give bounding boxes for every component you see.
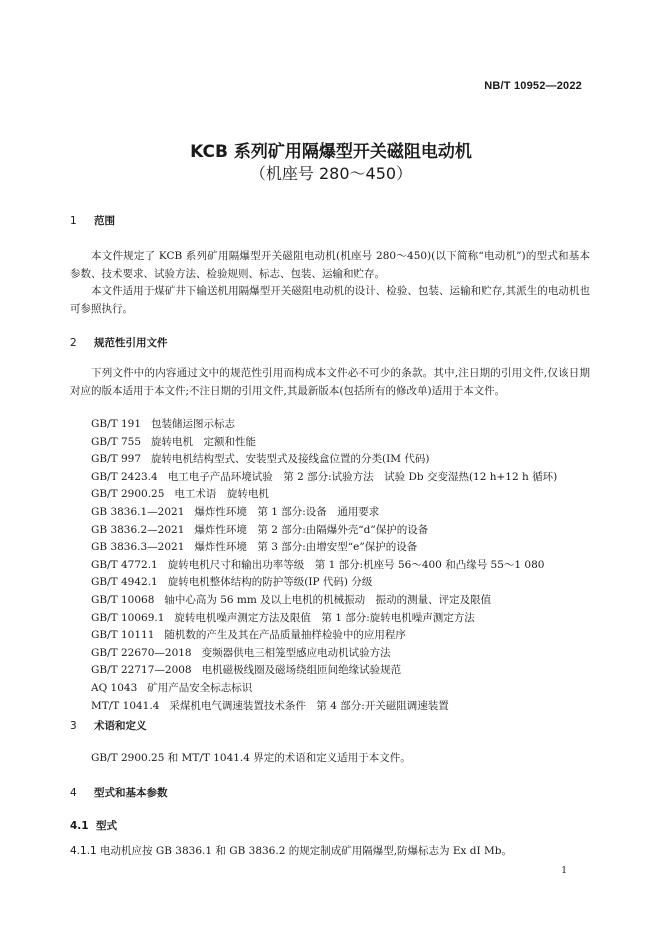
reference-code: GB/T 22670—2018	[91, 646, 192, 659]
reference-item	[91, 504, 557, 522]
section-number: 1	[70, 215, 77, 227]
reference-code: GB 3836.3—2021	[91, 541, 185, 554]
clause-text: 电动机应按 GB 3836.1 和 GB 3836.2 的规定制成矿用隔爆型,防爆标志为 Ex dI Mb。	[100, 845, 512, 857]
reference-title: 电工电子产品环境试验 第 2 部分:试验方法 试验 Db 交变湿热(12 h+12 h 循环)	[167, 470, 558, 483]
reference-title: 采煤机电气调速装置技术条件 第 4 部分:开关磁阻调速装置	[169, 699, 449, 712]
section-number: 4	[70, 787, 77, 799]
section-1-heading	[70, 213, 115, 228]
reference-code: GB/T 997	[91, 453, 142, 466]
paragraph: GB/T 2900.25 和 MT/T 1041.4 界定的术语和定义适用于本文件。	[91, 752, 411, 764]
reference-code: GB/T 10069.1	[91, 611, 165, 624]
reference-item	[91, 645, 557, 663]
page-number: 1	[561, 866, 567, 876]
reference-item	[91, 698, 557, 716]
section-title: 型式和基本参数	[94, 787, 168, 799]
reference-item	[91, 627, 557, 645]
reference-title: 旋转电机尺寸和输出功率等级 第 1 部分:机座号 56～400 和凸缘号 55～1 080	[167, 558, 545, 571]
standard-code: NB/T 10952—2022	[484, 80, 582, 92]
section-number: 3	[70, 720, 77, 732]
reference-item	[91, 434, 557, 452]
reference-item	[91, 416, 557, 434]
subsection-title: 型式	[96, 820, 117, 832]
reference-code: GB/T 755	[91, 435, 142, 448]
reference-item	[91, 557, 557, 575]
reference-item	[91, 486, 557, 504]
section-1-body	[70, 248, 590, 318]
paragraph: 下列文件中的内容通过文中的规范性引用而构成本文件必不可少的条款。其中,注日期的引用文件,仅该日期对应的版本适用于本文件;不注日期的引用文件,其最新版本(包括所有的修改单)适用于本文件。	[70, 367, 590, 397]
reference-title: 变频器供电三相笼型感应电动机试验方法	[201, 646, 391, 659]
reference-code: AQ 1043	[91, 681, 138, 694]
section-2-heading	[70, 335, 168, 350]
reference-title: 旋转电机 定额和性能	[151, 435, 257, 448]
document-subtitle: （机座号 280～450）	[249, 164, 413, 183]
section-2-intro	[70, 365, 590, 400]
section-title: 规范性引用文件	[94, 337, 168, 349]
reference-code: GB/T 22717—2008	[91, 664, 192, 677]
section-title: 范围	[94, 215, 115, 227]
reference-list	[91, 416, 557, 715]
reference-item	[91, 610, 557, 628]
reference-code: GB/T 191	[91, 418, 142, 430]
reference-title: 爆炸性环境 第 1 部分:设备 通用要求	[194, 505, 380, 518]
reference-code: GB/T 4942.1	[91, 576, 158, 589]
section-number: 2	[70, 337, 77, 349]
reference-item	[91, 662, 557, 680]
reference-title: 旋转电机噪声测定方法及限值 第 1 部分:旋转电机噪声测定方法	[174, 611, 475, 624]
reference-item	[91, 680, 557, 698]
section-3-body	[70, 750, 590, 768]
reference-title: 旋转电机整体结构的防护等级(IP 代码) 分级	[167, 576, 373, 589]
reference-code: GB/T 4772.1	[91, 558, 158, 571]
reference-title: 包装储运图示标志	[151, 418, 236, 430]
reference-title: 旋转电机结构型式、安装型式及接线盒位置的分类(IM 代码)	[151, 453, 430, 466]
section-title: 术语和定义	[94, 720, 147, 732]
subsection-number: 4.1	[70, 820, 89, 832]
reference-code: GB 3836.2—2021	[91, 523, 185, 536]
clause-number: 4.1.1	[70, 845, 97, 857]
reference-item	[91, 451, 557, 469]
reference-code: GB/T 2423.4	[91, 470, 158, 483]
paragraph: 本文件规定了 KCB 系列矿用隔爆型开关磁阻电动机(机座号 280～450)(以下简称“电动机”)的型式和基本参数、技术要求、试验方法、检验规则、标志、包装、运输和贮存。	[70, 250, 590, 280]
reference-title: 电工术语 旋转电机	[174, 488, 269, 501]
reference-code: GB/T 2900.25	[91, 488, 165, 501]
reference-code: GB 3836.1—2021	[91, 505, 185, 518]
document-title: KCB 系列矿用隔爆型开关磁阻电动机	[190, 142, 472, 162]
section-4-heading	[70, 785, 168, 800]
reference-item	[91, 592, 557, 610]
reference-title: 矿用产品安全标志标识	[147, 681, 253, 694]
reference-title: 爆炸性环境 第 3 部分:由增安型“e”保护的设备	[194, 541, 418, 554]
clause-4-1-1	[70, 843, 512, 858]
reference-item	[91, 469, 557, 487]
reference-code: GB/T 10111	[91, 629, 155, 642]
reference-title: 爆炸性环境 第 2 部分:由隔爆外壳“d”保护的设备	[194, 523, 429, 536]
reference-code: GB/T 10068	[91, 593, 155, 606]
section-3-heading	[70, 718, 147, 733]
reference-item	[91, 574, 557, 592]
reference-title: 电机磁极线圈及磁场绕组匝间绝缘试验规范	[201, 664, 402, 677]
subsection-4-1-heading	[70, 818, 117, 833]
reference-item	[91, 522, 557, 540]
reference-item	[91, 539, 557, 557]
paragraph: 本文件适用于煤矿井下输送机用隔爆型开关磁阻电动机的设计、检验、包装、运输和贮存,其派生的电动机也可参照执行。	[70, 285, 590, 315]
reference-code: MT/T 1041.4	[91, 699, 160, 712]
reference-title: 轴中心高为 56 mm 及以上电机的机械振动 振动的测量、评定及限值	[164, 593, 492, 606]
reference-title: 随机数的产生及其在产品质量抽样检验中的应用程序	[164, 629, 406, 642]
